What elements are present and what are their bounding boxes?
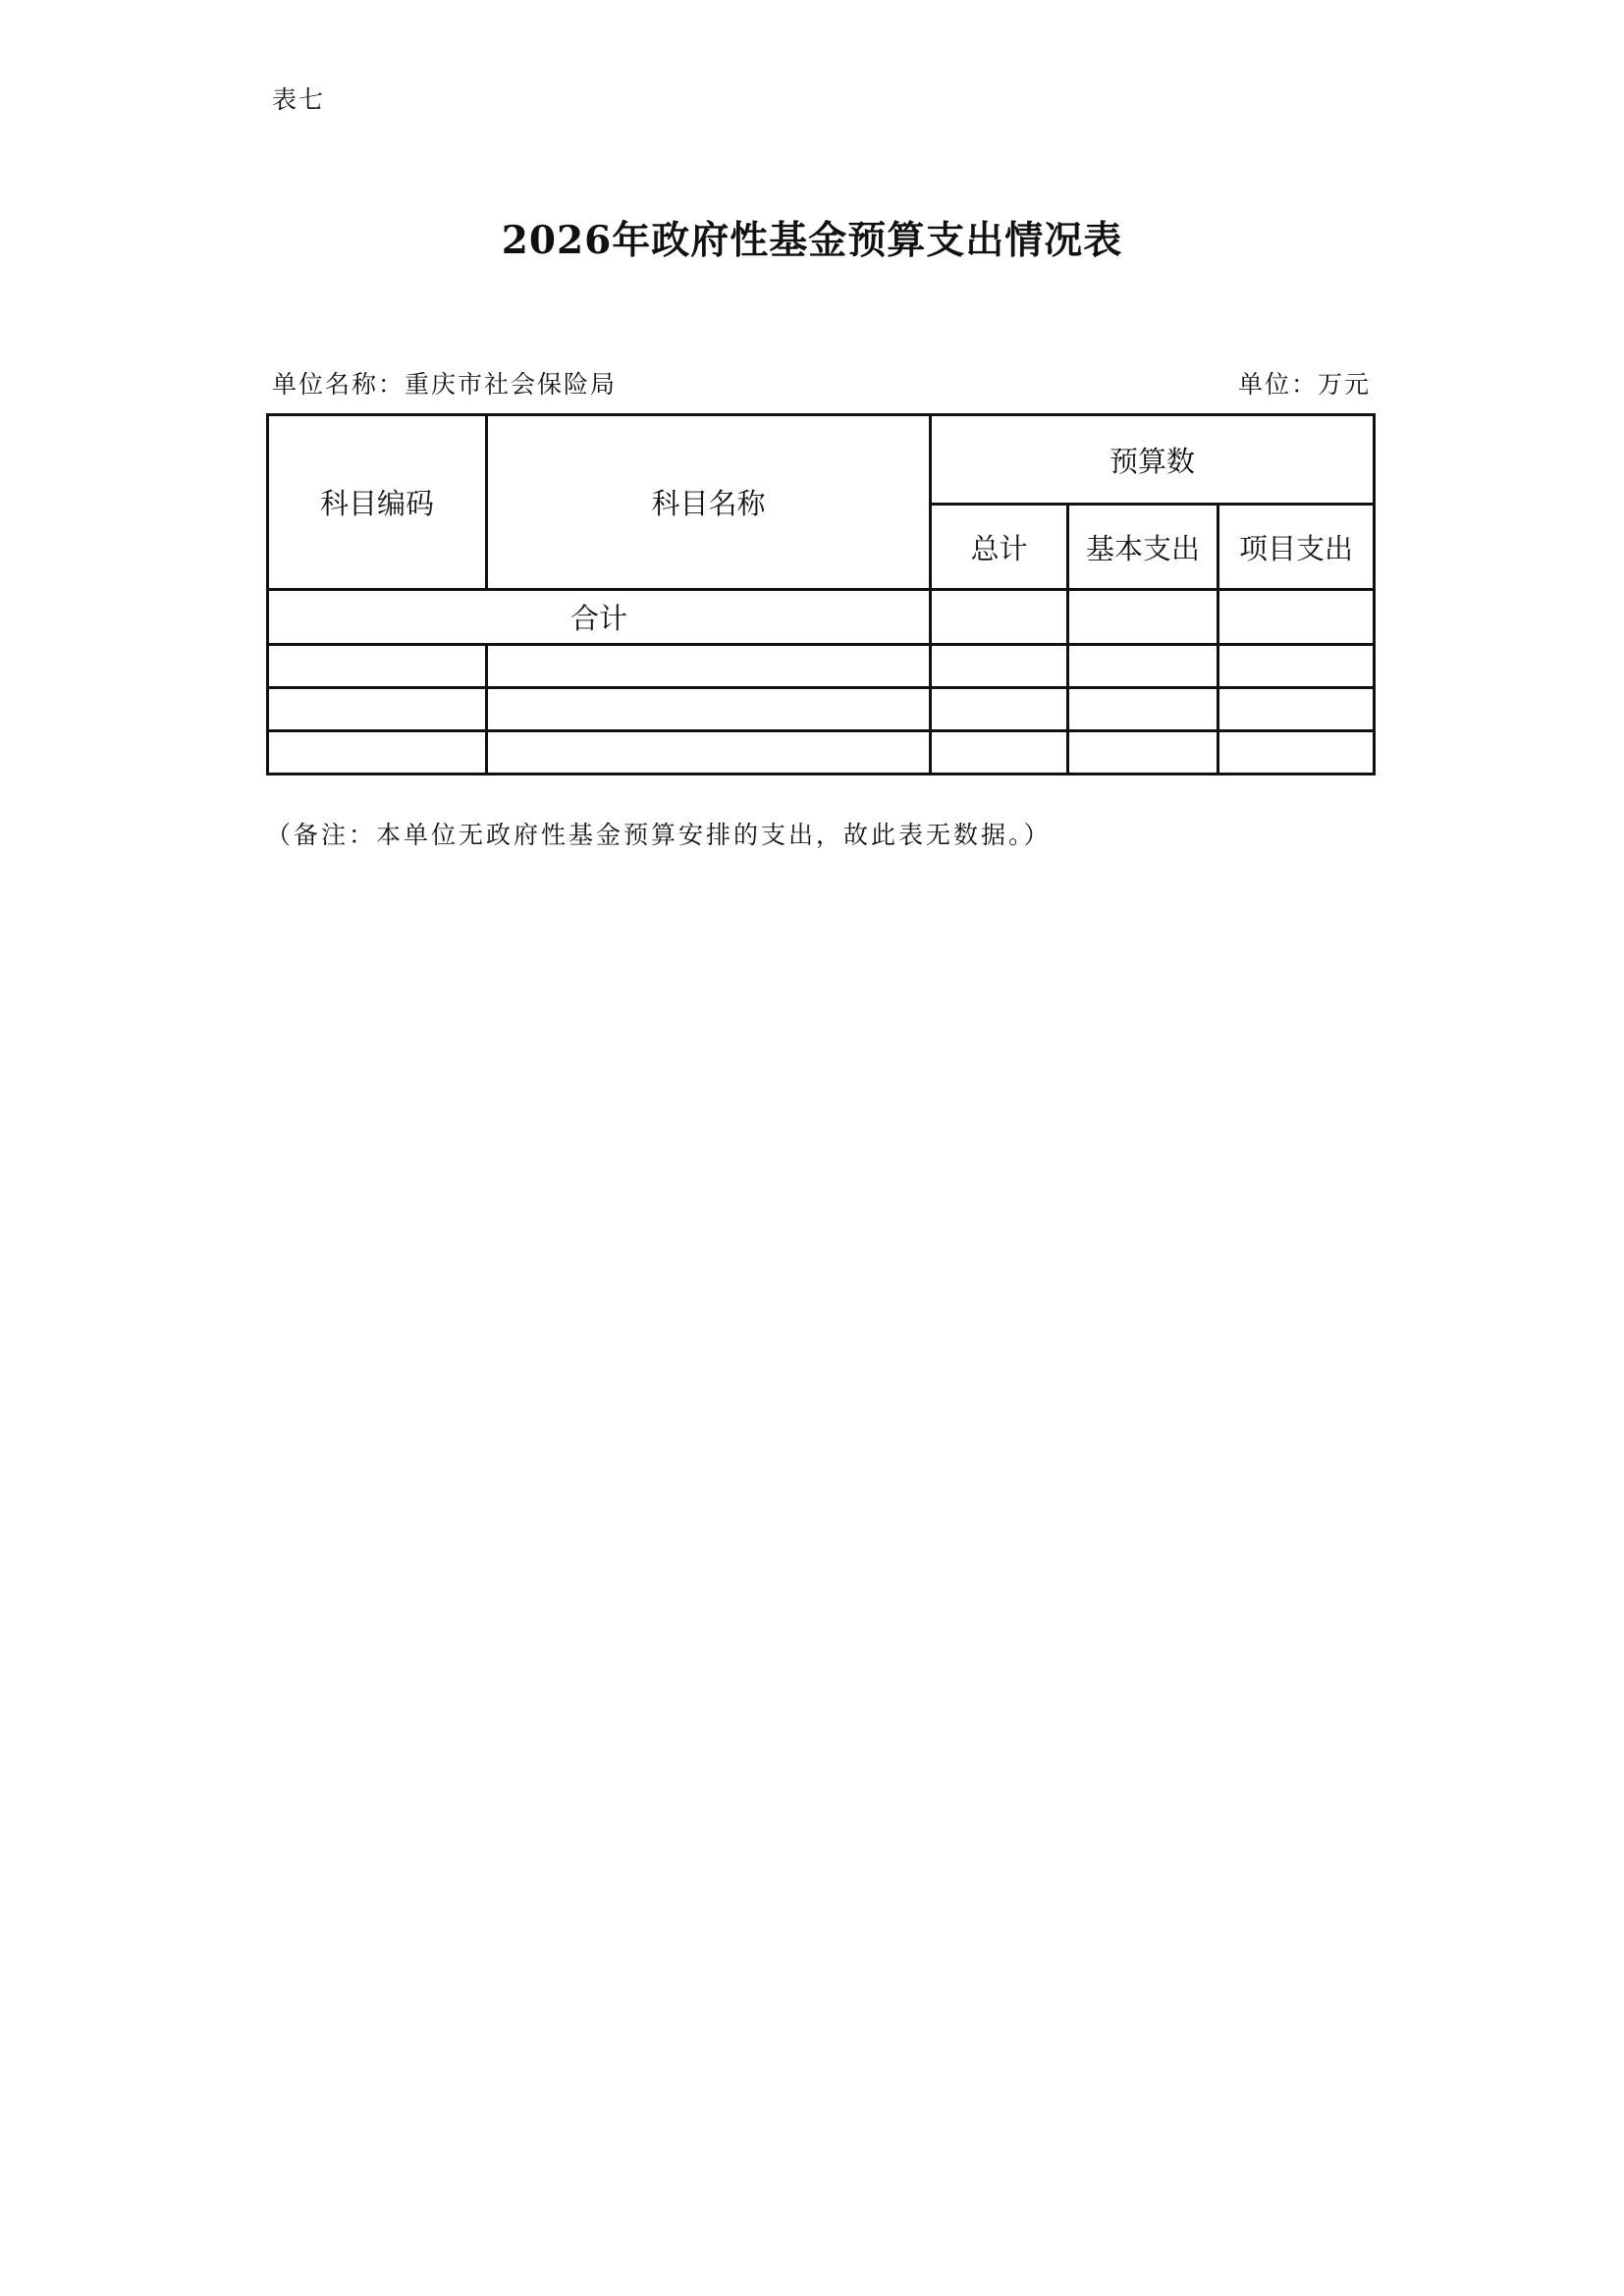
table-note: （备注：本单位无政府性基金预算安排的支出，故此表无数据。）: [266, 821, 1052, 849]
total-row-basic-expense: [1068, 590, 1218, 645]
cell-project-expense: [1218, 731, 1375, 774]
cell-code: [268, 645, 487, 688]
cell-name: [487, 688, 931, 731]
total-row-label: 合计: [268, 590, 931, 645]
header-row-top: [268, 415, 1375, 505]
header-basic-expense: 基本支出: [1068, 505, 1218, 590]
cell-name: [487, 645, 931, 688]
header-budget-group: 预算数: [931, 415, 1375, 505]
budget-table: [266, 413, 1376, 775]
page-title: 2026年政府性基金预算支出情况表: [501, 218, 1123, 263]
table-row: [268, 688, 1375, 731]
currency-unit: 单位：万元: [1237, 370, 1371, 399]
cell-total: [931, 688, 1068, 731]
cell-code: [268, 731, 487, 774]
header-project-expense: 项目支出: [1218, 505, 1375, 590]
cell-basic-expense: [1068, 688, 1218, 731]
header-total: 总计: [931, 505, 1068, 590]
cell-total: [931, 645, 1068, 688]
table-number: 表七: [272, 85, 326, 114]
unit-name: 单位名称：重庆市社会保险局: [272, 370, 618, 399]
cell-name: [487, 731, 931, 774]
cell-total: [931, 731, 1068, 774]
cell-basic-expense: [1068, 731, 1218, 774]
cell-project-expense: [1218, 688, 1375, 731]
cell-project-expense: [1218, 645, 1375, 688]
table-row: [268, 731, 1375, 774]
total-row-project-expense: [1218, 590, 1375, 645]
total-row-total: [931, 590, 1068, 645]
table-row: [268, 645, 1375, 688]
header-subject-name: 科目名称: [487, 415, 931, 590]
total-row: [268, 590, 1375, 645]
cell-code: [268, 688, 487, 731]
cell-basic-expense: [1068, 645, 1218, 688]
header-subject-code: 科目编码: [268, 415, 487, 590]
